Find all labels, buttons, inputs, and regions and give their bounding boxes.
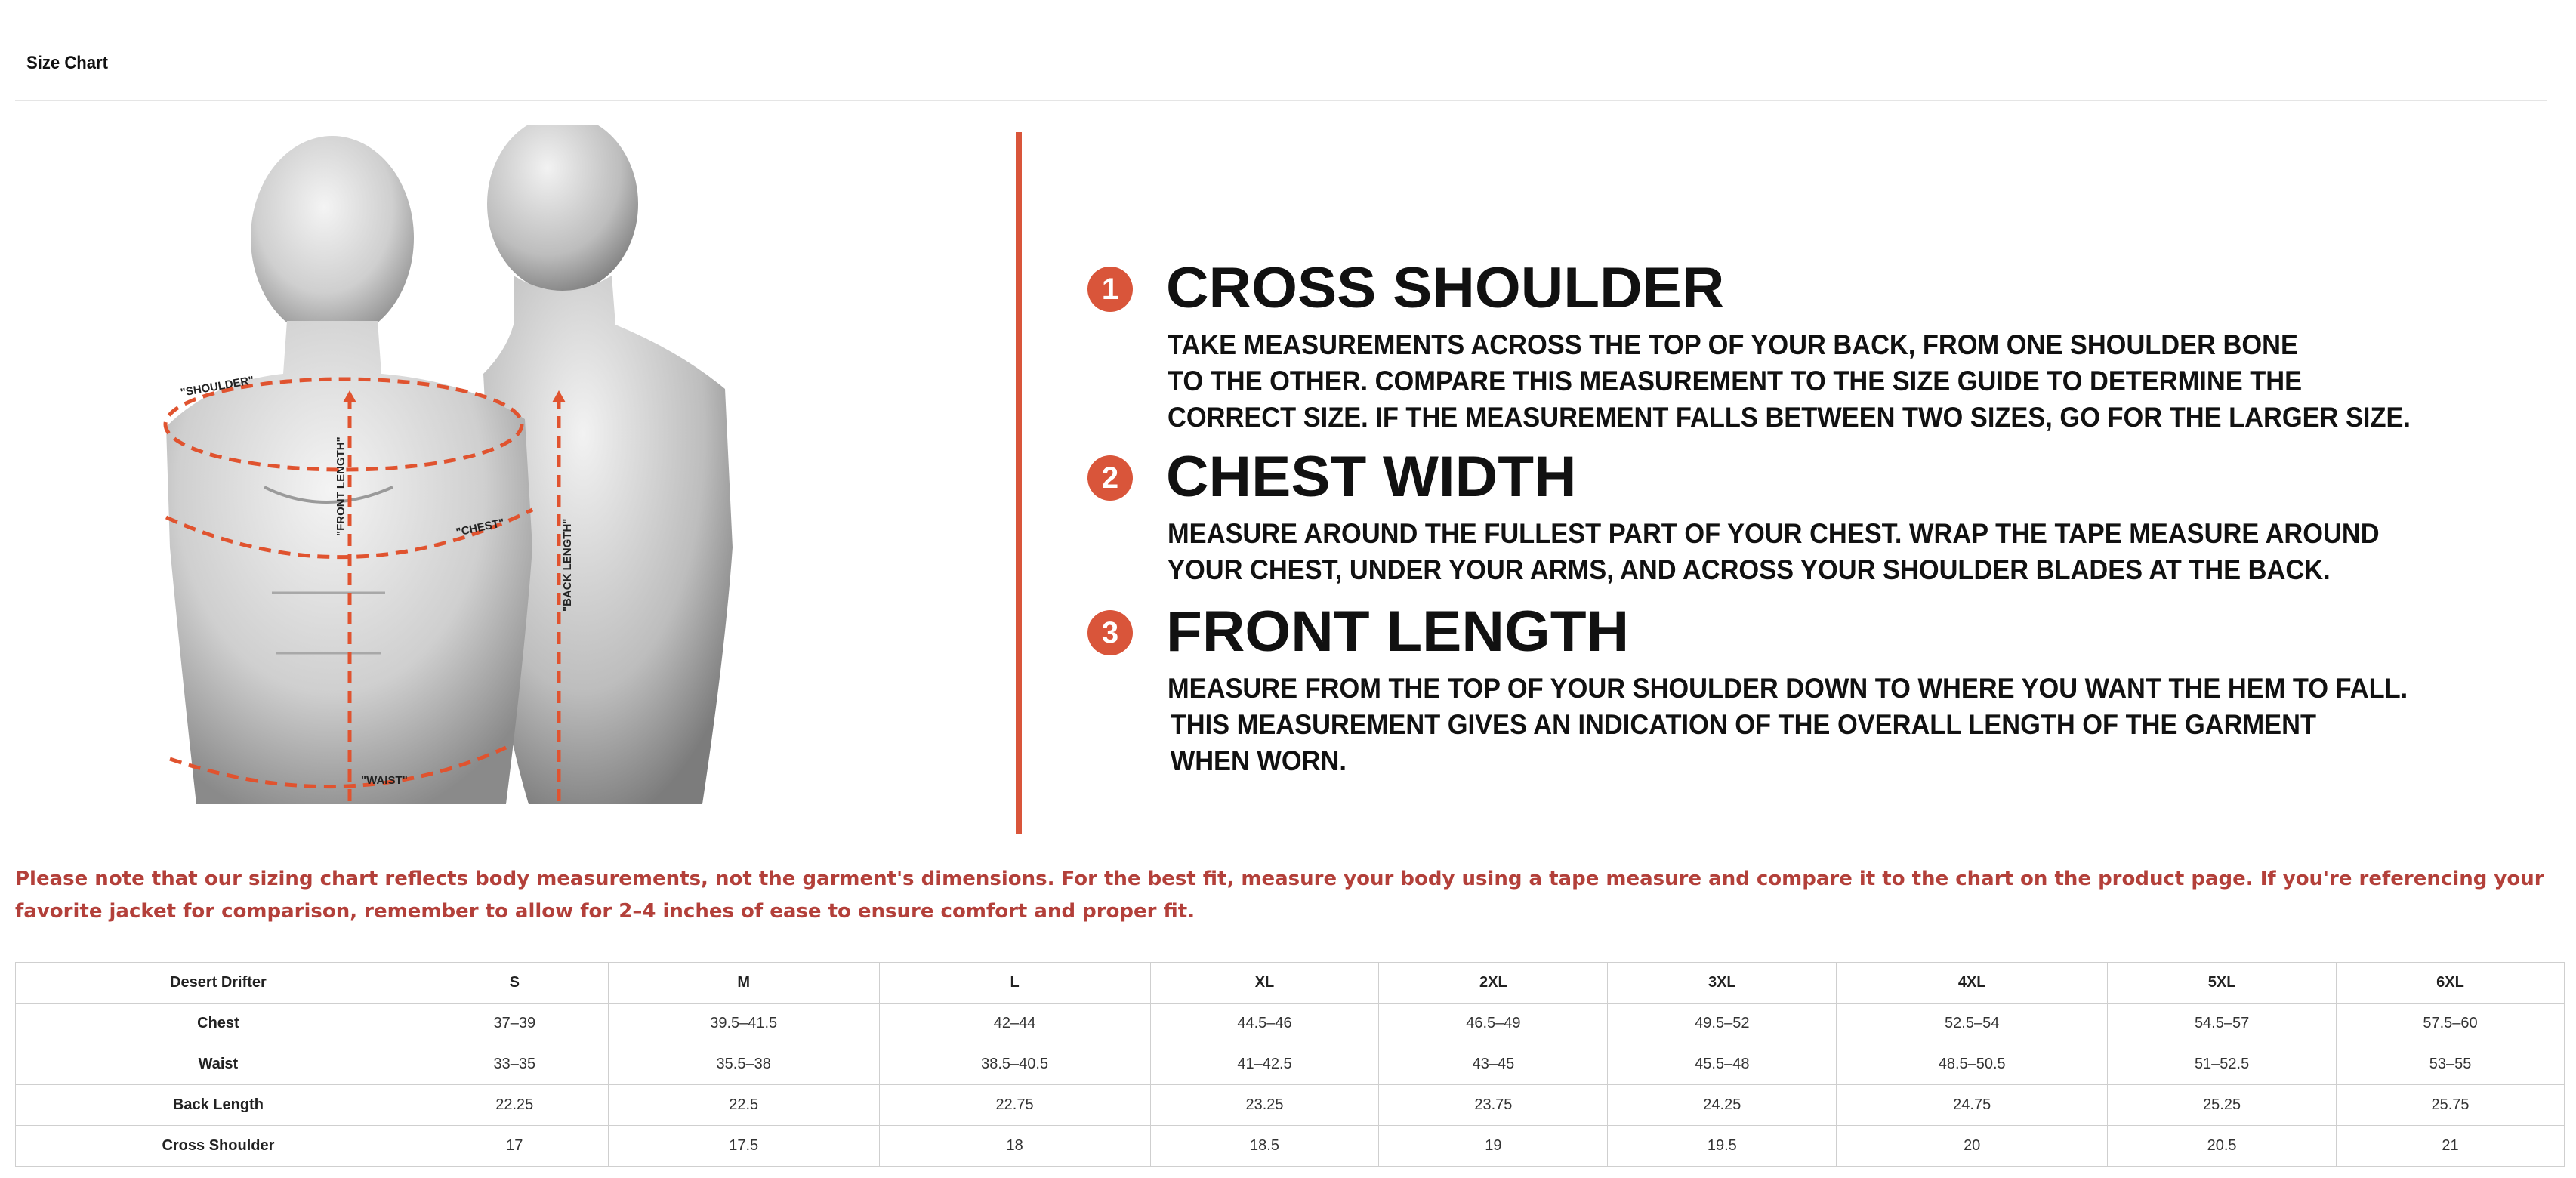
table-cell: 35.5–38 xyxy=(608,1044,879,1085)
table-cell: 37–39 xyxy=(421,1004,608,1044)
table-cell: 38.5–40.5 xyxy=(879,1044,1150,1085)
table-cell: 41–42.5 xyxy=(1150,1044,1379,1085)
table-header-cell: 4XL xyxy=(1837,963,2108,1004)
table-cell: 22.75 xyxy=(879,1085,1150,1126)
label-waist: "WAIST" xyxy=(361,774,408,787)
table-cell: 25.25 xyxy=(2108,1085,2337,1126)
step-title: FRONT LENGTH xyxy=(1166,600,1630,664)
table-cell: 44.5–46 xyxy=(1150,1004,1379,1044)
row-label: Cross Shoulder xyxy=(16,1126,421,1167)
table-cell: 23.25 xyxy=(1150,1085,1379,1126)
table-cell: 22.25 xyxy=(421,1085,608,1126)
step-number-badge: 3 xyxy=(1087,610,1133,655)
table-cell: 42–44 xyxy=(879,1004,1150,1044)
table-header-cell: 6XL xyxy=(2337,963,2565,1004)
table-header-cell: XL xyxy=(1150,963,1379,1004)
label-front-length: "FRONT LENGTH" xyxy=(335,436,347,536)
step-description: MEASURE AROUND THE FULLEST PART OF YOUR CHEST. WRAP THE TAPE MEASURE AROUND YOUR CHEST, UNDER YOUR ARMS, AND ACROSS YOUR SHOULDER BLADES AT THE BACK. xyxy=(1168,518,2380,585)
table-cell: 39.5–41.5 xyxy=(608,1004,879,1044)
table-cell: 52.5–54 xyxy=(1837,1004,2108,1044)
table-cell: 23.75 xyxy=(1379,1085,1608,1126)
table-header-cell: M xyxy=(608,963,879,1004)
step-number-badge: 2 xyxy=(1087,455,1133,501)
table-cell: 46.5–49 xyxy=(1379,1004,1608,1044)
label-back-length: "BACK LENGTH" xyxy=(561,518,574,612)
table-cell: 51–52.5 xyxy=(2108,1044,2337,1085)
size-table xyxy=(15,962,2565,1167)
vertical-divider xyxy=(1016,132,1022,834)
table-cell: 33–35 xyxy=(421,1044,608,1085)
table-row xyxy=(16,1044,2565,1085)
row-label: Chest xyxy=(16,1004,421,1044)
table-cell: 19.5 xyxy=(1608,1126,1837,1167)
table-row xyxy=(16,1126,2565,1167)
table-cell: 45.5–48 xyxy=(1608,1044,1837,1085)
table-cell: 43–45 xyxy=(1379,1044,1608,1085)
label-chest: "CHEST" xyxy=(455,516,506,539)
row-label: Waist xyxy=(16,1044,421,1085)
table-header-row xyxy=(16,963,2565,1004)
table-row xyxy=(16,1085,2565,1126)
table-header-cell: S xyxy=(421,963,608,1004)
step-description: TAKE MEASUREMENTS ACROSS THE TOP OF YOUR BACK, FROM ONE SHOULDER BONE TO THE OTHER. COMPARE THIS MEASUREMENT TO THE SIZE GUIDE TO DETERMINE THE CORRECT SIZE. IF THE MEASUREMENT FALLS BETWEEN TWO SIZES, GO FOR THE LARGER SIZE. xyxy=(1168,329,2411,433)
table-header-cell: 5XL xyxy=(2108,963,2337,1004)
page-title: Size Chart xyxy=(26,53,108,73)
table-cell: 17 xyxy=(421,1126,608,1167)
table-cell: 49.5–52 xyxy=(1608,1004,1837,1044)
table-cell: 19 xyxy=(1379,1126,1608,1167)
table-cell: 25.75 xyxy=(2337,1085,2565,1126)
table-cell: 22.5 xyxy=(608,1085,879,1126)
table-header-cell: L xyxy=(879,963,1150,1004)
step-title: CROSS SHOULDER xyxy=(1166,256,1725,320)
table-cell: 54.5–57 xyxy=(2108,1004,2337,1044)
sizing-note: Please note that our sizing chart reflects body measurements, not the garment's dimensions. For the best fit, measure your body using a tape measure and compare it to the chart on the product page. If you're referencing your favorite jacket for comparison, remember to allow for 2–4 inches of ease to ensure comfort and proper fit. xyxy=(15,868,2544,923)
table-cell: 24.25 xyxy=(1608,1085,1837,1126)
table-cell: 53–55 xyxy=(2337,1044,2565,1085)
step-title: CHEST WIDTH xyxy=(1166,445,1577,509)
table-header-cell: 3XL xyxy=(1608,963,1837,1004)
header-divider xyxy=(15,100,2547,101)
table-cell: 21 xyxy=(2337,1126,2565,1167)
table-header-cell: 2XL xyxy=(1379,963,1608,1004)
table-cell: 17.5 xyxy=(608,1126,879,1167)
table-cell: 20.5 xyxy=(2108,1126,2337,1167)
measurement-illustration xyxy=(151,125,755,819)
step-number-badge: 1 xyxy=(1087,267,1133,312)
table-header-cell: Desert Drifter xyxy=(16,963,421,1004)
table-cell: 24.75 xyxy=(1837,1085,2108,1126)
step-description: MEASURE FROM THE TOP OF YOUR SHOULDER DOWN TO WHERE YOU WANT THE HEM TO FALL. THIS MEASUREMENT GIVES AN INDICATION OF THE OVERALL LENGTH OF THE GARMENT WHEN WORN. xyxy=(1168,673,2408,776)
table-cell: 20 xyxy=(1837,1126,2108,1167)
row-label: Back Length xyxy=(16,1085,421,1126)
label-shoulder: "SHOULDER" xyxy=(179,374,255,399)
table-cell: 57.5–60 xyxy=(2337,1004,2565,1044)
table-cell: 18.5 xyxy=(1150,1126,1379,1167)
table-cell: 18 xyxy=(879,1126,1150,1167)
table-row xyxy=(16,1004,2565,1044)
table-cell: 48.5–50.5 xyxy=(1837,1044,2108,1085)
